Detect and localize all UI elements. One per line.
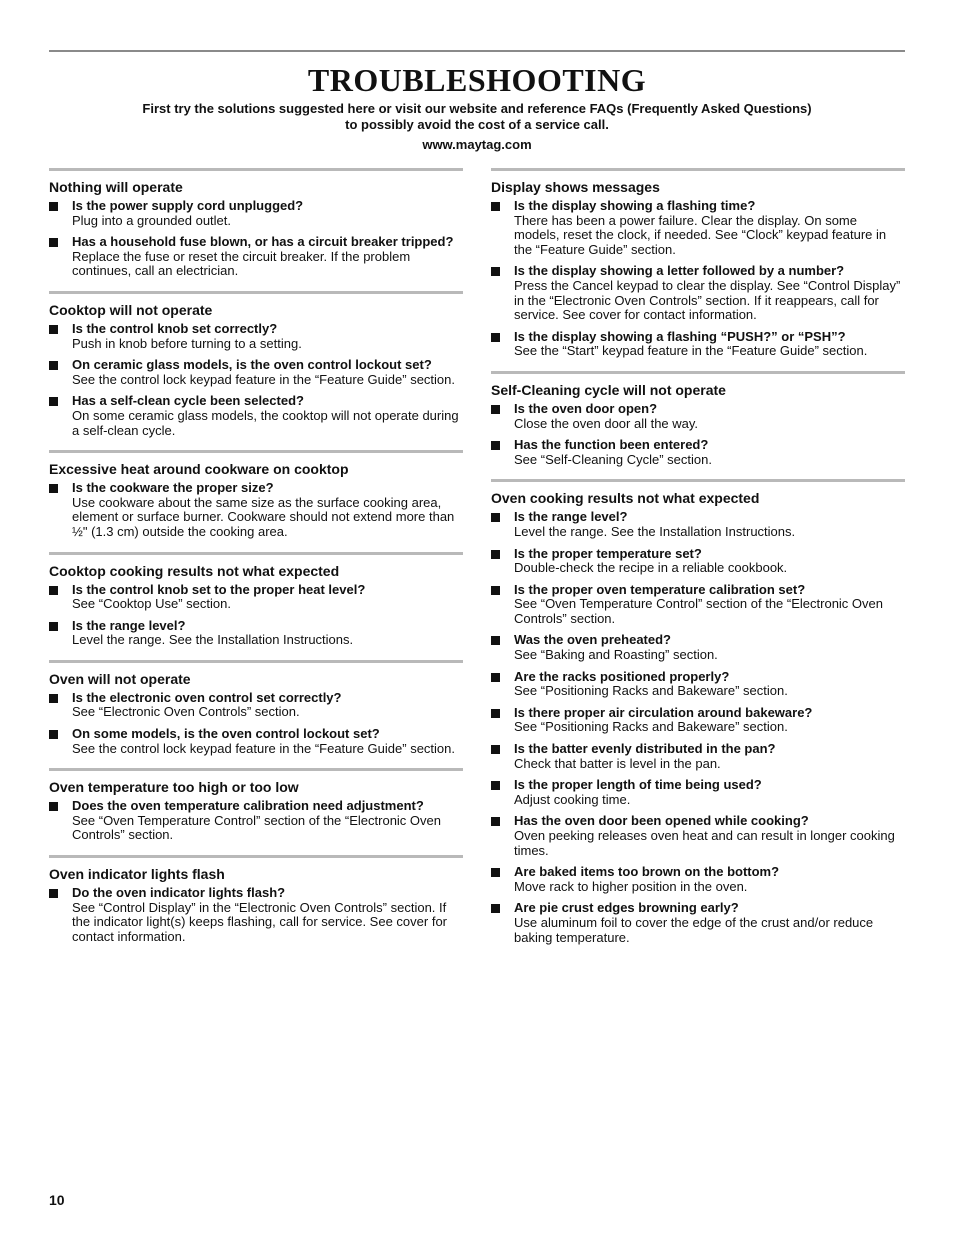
question: Is the display showing a flashing time? xyxy=(514,198,756,213)
question: Is the proper oven temperature calibration set? xyxy=(514,581,806,597)
list-item xyxy=(49,481,463,539)
list-item xyxy=(491,402,905,431)
list-item xyxy=(49,358,463,387)
left-column xyxy=(49,168,463,956)
list-item xyxy=(49,886,463,944)
list-item xyxy=(491,865,905,894)
square-bullet-icon xyxy=(491,333,500,342)
section-cooktop-will-not-operate xyxy=(49,291,463,438)
item-body xyxy=(514,901,905,945)
answer: Double-check the recipe in a reliable cookbook. xyxy=(514,560,788,576)
question: Is the proper length of time being used? xyxy=(514,777,762,793)
answer: See “Electronic Oven Controls” section. xyxy=(72,704,300,720)
section-self-cleaning-cycle-will-not-operate xyxy=(491,371,905,467)
list-item xyxy=(49,619,463,648)
item-body xyxy=(72,583,463,612)
page-title: TROUBLESHOOTING xyxy=(307,62,647,98)
question: Does the oven temperature calibration need adjustment? xyxy=(72,798,424,814)
item-body xyxy=(514,583,905,627)
item-body xyxy=(514,199,905,257)
question: Has the oven door been opened while cooking? xyxy=(514,813,809,829)
section-oven-temperature-too-high-or-too-low xyxy=(49,768,463,843)
question: Is the range level? xyxy=(514,509,628,525)
list-item xyxy=(491,706,905,735)
answer: Push in knob before turning to a setting. xyxy=(72,335,302,351)
list-item xyxy=(491,438,905,467)
square-bullet-icon xyxy=(49,202,58,211)
answer: Move rack to higher position in the oven. xyxy=(514,878,748,894)
section-title: Excessive heat around cookware on cooktop xyxy=(49,461,349,478)
section-oven-will-not-operate xyxy=(49,660,463,756)
question: Has a self-clean cycle been selected? xyxy=(72,393,304,409)
square-bullet-icon xyxy=(49,397,58,406)
square-bullet-icon xyxy=(49,361,58,370)
website-url: www.maytag.com xyxy=(422,137,532,152)
list-item xyxy=(491,547,905,576)
list-item xyxy=(49,322,463,351)
answer: See “Cooktop Use” section. xyxy=(72,596,231,612)
question: On ceramic glass models, is the oven control lockout set? xyxy=(72,357,432,373)
item-body xyxy=(514,814,905,858)
section-title: Display shows messages xyxy=(491,179,660,195)
answer: See “Control Display” in the “Electronic Oven Controls” section. If the indicator light(s) keeps flashing, call for service. See cover for contact information. xyxy=(72,899,448,944)
section-title: Nothing will operate xyxy=(49,179,183,195)
answer: See “Oven Temperature Control” section of the “Electronic Oven Controls” section. xyxy=(72,812,441,843)
section-title: Cooktop will not operate xyxy=(49,301,213,318)
question: Has the function been entered? xyxy=(514,437,709,453)
answer: See the control lock keypad feature in the “Feature Guide” section. xyxy=(72,371,455,387)
item-body xyxy=(514,633,905,662)
item-body xyxy=(72,727,463,756)
square-bullet-icon xyxy=(491,405,500,414)
item-body xyxy=(72,691,463,720)
square-bullet-icon xyxy=(49,730,58,739)
square-bullet-icon xyxy=(49,484,58,493)
square-bullet-icon xyxy=(49,802,58,811)
answer: Use aluminum foil to cover the edge of the crust and/or reduce baking temperature. xyxy=(514,914,874,945)
answer: Level the range. See the Installation Instructions. xyxy=(72,632,354,648)
answer: There has been a power failure. Clear the display. On some models, reset the clock, if needed. See “Clock” keypad feature in the “Feature Guide” section. xyxy=(514,212,887,257)
square-bullet-icon xyxy=(491,636,500,645)
question: Are the racks positioned properly? xyxy=(514,668,730,684)
answer: Close the oven door all the way. xyxy=(514,415,699,431)
answer: Level the range. See the Installation Instructions. xyxy=(514,523,796,539)
list-item xyxy=(49,727,463,756)
top-rule xyxy=(49,50,905,52)
square-bullet-icon xyxy=(491,817,500,826)
list-item xyxy=(491,583,905,627)
list-item xyxy=(49,235,463,279)
item-body xyxy=(514,778,905,807)
answer: Replace the fuse or reset the circuit breaker. If the problem continues, call an electrician. xyxy=(72,248,411,279)
question: Do the oven indicator lights flash? xyxy=(72,885,286,901)
square-bullet-icon xyxy=(491,202,500,211)
item-body xyxy=(72,619,463,648)
answer: Plug into a grounded outlet. xyxy=(72,212,232,228)
answer: On some ceramic glass models, the cooktop will not operate during a self-clean cycle. xyxy=(72,407,459,438)
section-excessive-heat-around-cookware-on-cooktop xyxy=(49,450,463,539)
list-item xyxy=(49,394,463,438)
question: Is the range level? xyxy=(72,617,186,633)
question: Was the oven preheated? xyxy=(514,632,671,648)
section-title: Oven cooking results not what expected xyxy=(491,490,760,507)
section-title: Oven will not operate xyxy=(49,670,191,687)
square-bullet-icon xyxy=(491,781,500,790)
item-body xyxy=(72,394,463,438)
answer: Adjust cooking time. xyxy=(514,791,631,807)
item-body xyxy=(72,886,463,944)
square-bullet-icon xyxy=(49,325,58,334)
list-item xyxy=(491,633,905,662)
section-oven-indicator-lights-flash xyxy=(49,855,463,944)
answer: See the control lock keypad feature in the “Feature Guide” section. xyxy=(72,740,455,756)
square-bullet-icon xyxy=(491,709,500,718)
list-item xyxy=(49,799,463,843)
section-nothing-will-operate xyxy=(49,168,463,279)
list-item xyxy=(491,670,905,699)
item-body xyxy=(72,481,463,539)
answer: Use cookware about the same size as the surface cooking area, element or surface burner. Cookware should not extend more than ½" (1.3 cm) outside the cooking area. xyxy=(72,494,455,539)
answer: See “Positioning Racks and Bakeware” section. xyxy=(514,683,788,699)
answer: See “Self-Cleaning Cycle” section. xyxy=(514,451,712,467)
item-body xyxy=(514,330,905,359)
question: Is the cookware the proper size? xyxy=(72,480,274,496)
answer: See the “Start” keypad feature in the “Feature Guide” section. xyxy=(514,343,868,359)
section-oven-cooking-results-not-what-expected xyxy=(491,479,905,945)
list-item xyxy=(491,199,905,257)
answer: Check that batter is level in the pan. xyxy=(514,755,721,771)
question: Is the batter evenly distributed in the pan? xyxy=(514,741,776,757)
list-item xyxy=(491,814,905,858)
square-bullet-icon xyxy=(491,513,500,522)
square-bullet-icon xyxy=(49,238,58,247)
square-bullet-icon xyxy=(491,904,500,913)
item-body xyxy=(72,322,463,351)
list-item xyxy=(49,199,463,228)
item-body xyxy=(72,799,463,843)
list-item xyxy=(491,901,905,945)
square-bullet-icon xyxy=(49,622,58,631)
answer: See “Baking and Roasting” section. xyxy=(514,647,718,663)
square-bullet-icon xyxy=(491,868,500,877)
square-bullet-icon xyxy=(491,745,500,754)
answer: Oven peeking releases oven heat and can result in longer cooking times. xyxy=(514,828,895,858)
section-display-shows-messages xyxy=(491,168,905,359)
list-item xyxy=(491,742,905,771)
answer: Press the Cancel keypad to clear the display. See “Control Display” in the “Electronic Oven Controls” section. If it reappears, call for service. See cover for contact information. xyxy=(514,277,901,323)
question: Is the control knob set to the proper heat level? xyxy=(72,581,366,597)
item-body xyxy=(72,235,463,279)
item-body xyxy=(514,742,905,771)
list-item xyxy=(49,691,463,720)
question: Are baked items too brown on the bottom? xyxy=(514,864,780,880)
answer: See “Positioning Racks and Bakeware” section. xyxy=(514,719,788,735)
question: Is the proper temperature set? xyxy=(514,545,702,561)
square-bullet-icon xyxy=(491,441,500,450)
answer: See “Oven Temperature Control” section of the “Electronic Oven Controls” section. xyxy=(514,596,883,626)
intro-text xyxy=(49,101,905,153)
square-bullet-icon xyxy=(491,550,500,559)
item-body xyxy=(72,199,463,228)
intro-line-1: First try the solutions suggested here or visit our website and reference FAQs (Frequently Asked Questions) xyxy=(142,101,812,116)
item-body xyxy=(514,706,905,735)
item-body xyxy=(514,264,905,322)
page-number: 10 xyxy=(49,1192,65,1208)
list-item xyxy=(49,583,463,612)
square-bullet-icon xyxy=(49,694,58,703)
square-bullet-icon xyxy=(49,586,58,595)
square-bullet-icon xyxy=(491,586,500,595)
question: Is the power supply cord unplugged? xyxy=(72,198,304,213)
section-title: Self-Cleaning cycle will not operate xyxy=(491,381,726,398)
item-body xyxy=(514,547,905,576)
list-item xyxy=(491,264,905,322)
section-title: Oven temperature too high or too low xyxy=(49,779,299,796)
section-title: Cooktop cooking results not what expected xyxy=(49,562,340,579)
question: Has a household fuse blown, or has a circuit breaker tripped? xyxy=(72,234,454,250)
section-cooktop-cooking-results-not-what-expected xyxy=(49,552,463,648)
question: Is the electronic oven control set correctly? xyxy=(72,689,342,705)
square-bullet-icon xyxy=(491,267,500,276)
item-body xyxy=(514,438,905,467)
question: Are pie crust edges browning early? xyxy=(514,900,739,916)
item-body xyxy=(72,358,463,387)
square-bullet-icon xyxy=(491,673,500,682)
list-item xyxy=(491,778,905,807)
intro-line-2: to possibly avoid the cost of a service call. xyxy=(345,116,609,132)
question: Is there proper air circulation around bakeware? xyxy=(514,704,813,720)
square-bullet-icon xyxy=(49,889,58,898)
list-item xyxy=(491,510,905,539)
list-item xyxy=(491,330,905,359)
question: Is the oven door open? xyxy=(514,400,658,416)
section-title: Oven indicator lights flash xyxy=(49,866,225,883)
item-body xyxy=(514,670,905,699)
question: Is the control knob set correctly? xyxy=(72,320,278,336)
question: Is the display showing a flashing “PUSH?” or “PSH”? xyxy=(514,328,846,344)
item-body xyxy=(514,865,905,894)
item-body xyxy=(514,402,905,431)
item-body xyxy=(514,510,905,539)
right-column xyxy=(491,168,905,957)
question: Is the display showing a letter followed by a number? xyxy=(514,263,845,279)
question: On some models, is the oven control lockout set? xyxy=(72,726,380,742)
